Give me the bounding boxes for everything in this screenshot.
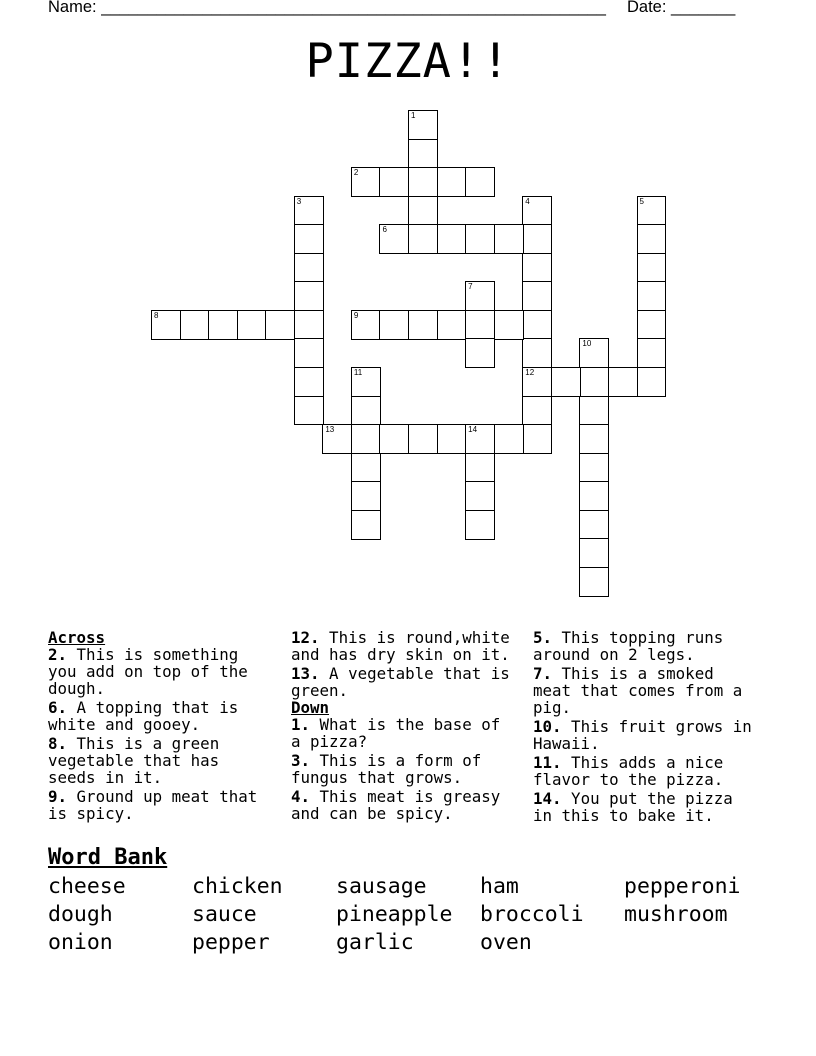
crossword-cell[interactable] — [322, 424, 352, 454]
clue-down-3 — [291, 752, 519, 786]
crossword-cell[interactable] — [579, 424, 609, 454]
cell-number: 10 — [582, 339, 592, 349]
crossword-cell[interactable] — [579, 567, 609, 597]
crossword-cell[interactable] — [294, 367, 324, 397]
crossword-cell[interactable] — [465, 338, 495, 368]
clues-column-1 — [48, 629, 276, 824]
cell-number: 12 — [525, 368, 535, 378]
clue-text: This topping runs around on 2 legs. — [533, 628, 724, 664]
clue-number: 12. — [291, 628, 320, 647]
crossword-cell[interactable] — [494, 224, 524, 254]
clue-text: This fruit grows in Hawaii. — [533, 717, 752, 753]
clue-number: 7. — [533, 664, 553, 683]
cell-number: 3 — [296, 196, 302, 206]
crossword-cell[interactable] — [637, 338, 667, 368]
crossword-cell[interactable] — [408, 110, 438, 140]
crossword-cell[interactable] — [294, 310, 324, 340]
clue-across-8 — [48, 735, 276, 786]
crossword-cell[interactable] — [637, 196, 667, 226]
crossword-cell[interactable] — [151, 310, 181, 340]
crossword-cell[interactable] — [408, 196, 438, 226]
cell-number: 6 — [382, 225, 387, 235]
clue-text: You put the pizza in this to bake it. — [533, 789, 733, 825]
crossword-cell[interactable] — [579, 538, 609, 568]
crossword-cell[interactable] — [180, 310, 210, 340]
across-heading: Across — [48, 628, 106, 647]
crossword-cell[interactable] — [437, 310, 467, 340]
crossword-cell[interactable] — [494, 424, 524, 454]
crossword-cell[interactable] — [637, 253, 667, 283]
cell-number: 2 — [353, 168, 359, 178]
clue-number: 3. — [291, 751, 311, 770]
crossword-cell[interactable] — [637, 224, 667, 254]
crossword-cell[interactable] — [294, 281, 324, 311]
clue-number: 2. — [48, 645, 68, 664]
clue-across-6 — [48, 699, 276, 733]
crossword-cell[interactable] — [637, 367, 667, 397]
clue-down-1 — [291, 716, 519, 750]
crossword-cell[interactable] — [522, 196, 552, 226]
crossword-cell[interactable] — [408, 310, 438, 340]
crossword-cell[interactable] — [579, 367, 609, 397]
word-bank-column — [480, 873, 584, 957]
crossword-cell[interactable] — [465, 510, 495, 540]
crossword-cell[interactable] — [294, 224, 324, 254]
crossword-cell[interactable] — [408, 224, 438, 254]
crossword-cell[interactable] — [237, 310, 267, 340]
crossword-cell[interactable] — [579, 453, 609, 483]
crossword-cell[interactable] — [351, 396, 381, 426]
word-bank-column — [624, 873, 741, 929]
crossword-cell[interactable] — [579, 510, 609, 540]
down-heading: Down — [291, 698, 330, 717]
clue-across-2 — [48, 646, 276, 697]
word-bank-word: sausage — [336, 874, 427, 899]
cell-number: 4 — [525, 196, 530, 206]
crossword-cell[interactable] — [351, 424, 381, 454]
word-bank-word: oven — [480, 930, 532, 955]
crossword-cell[interactable] — [522, 224, 552, 254]
clue-text: This is round,white and has dry skin on it. — [291, 628, 510, 664]
clue-number: 6. — [48, 698, 68, 717]
clue-text: This is a smoked meat that comes from a pig. — [533, 664, 743, 717]
crossword-cell[interactable] — [379, 424, 409, 454]
name-line[interactable]: _______________________________________________________ — [101, 0, 606, 16]
crossword-cell[interactable] — [437, 167, 467, 197]
crossword-cell[interactable] — [522, 424, 552, 454]
crossword-cell[interactable] — [522, 310, 552, 340]
cell-number: 11 — [353, 368, 363, 378]
crossword-cell[interactable] — [408, 139, 438, 169]
word-bank-column — [192, 873, 283, 957]
clue-text: What is the base of a pizza? — [291, 715, 501, 751]
cell-number: 13 — [325, 425, 335, 435]
clue-number: 14. — [533, 789, 562, 808]
crossword-cell[interactable] — [579, 481, 609, 511]
crossword-cell[interactable] — [522, 367, 552, 397]
clue-across-13 — [291, 665, 519, 699]
word-bank-column — [336, 873, 453, 957]
crossword-cell[interactable] — [351, 453, 381, 483]
word-bank-word: pineapple — [336, 902, 453, 927]
crossword-cell[interactable] — [351, 510, 381, 540]
clue-number: 9. — [48, 787, 68, 806]
clue-down-4 — [291, 788, 519, 822]
crossword-cell[interactable] — [465, 167, 495, 197]
crossword-cell[interactable] — [351, 167, 381, 197]
date-label: Date: — [627, 0, 672, 16]
clue-number: 11. — [533, 753, 562, 772]
crossword-cell[interactable] — [637, 310, 667, 340]
crossword-cell[interactable] — [351, 310, 381, 340]
clue-number: 10. — [533, 717, 562, 736]
word-bank-word: pepper — [192, 930, 270, 955]
clue-number: 5. — [533, 628, 553, 647]
clue-down-10 — [533, 718, 761, 752]
crossword-cell[interactable] — [637, 281, 667, 311]
crossword-cell[interactable] — [379, 224, 409, 254]
clue-text: A vegetable that is green. — [291, 664, 510, 700]
crossword-cell[interactable] — [437, 224, 467, 254]
word-bank-word: garlic — [336, 930, 414, 955]
clue-number: 13. — [291, 664, 320, 683]
crossword-cell[interactable] — [522, 338, 552, 368]
clue-across-12 — [291, 629, 519, 663]
word-bank-column — [48, 873, 126, 957]
crossword-cell[interactable] — [579, 338, 609, 368]
crossword-cell[interactable] — [522, 253, 552, 283]
crossword-cell[interactable] — [351, 481, 381, 511]
cell-number: 1 — [411, 111, 416, 120]
word-bank-word: mushroom — [624, 902, 728, 927]
cell-number: 14 — [468, 425, 478, 435]
clue-text: This is a form of fungus that grows. — [291, 751, 482, 787]
crossword-cell[interactable] — [294, 396, 324, 426]
clues-column-2 — [291, 629, 519, 824]
clue-text: A topping that is white and gooey. — [48, 698, 239, 734]
crossword-cell[interactable] — [465, 281, 495, 311]
clue-down-7 — [533, 665, 761, 716]
cell-number: 8 — [154, 310, 159, 320]
crossword-cell[interactable] — [208, 310, 238, 340]
clue-text: This meat is greasy and can be spicy. — [291, 787, 501, 823]
crossword-cell[interactable] — [351, 367, 381, 397]
crossword-cell[interactable] — [294, 338, 324, 368]
crossword-cell[interactable] — [465, 310, 495, 340]
crossword-cell[interactable] — [408, 424, 438, 454]
word-bank-word: cheese — [48, 874, 126, 899]
crossword-cell[interactable] — [522, 396, 552, 426]
crossword-cell[interactable] — [465, 453, 495, 483]
clues-column-3 — [533, 629, 761, 826]
clue-number: 1. — [291, 715, 311, 734]
crossword-cell[interactable] — [408, 167, 438, 197]
date-line[interactable]: _______ — [671, 0, 736, 16]
clue-down-11 — [533, 754, 761, 788]
clue-text: This adds a nice flavor to the pizza. — [533, 753, 724, 789]
name-label: Name: — [48, 0, 102, 16]
word-bank-word: ham — [480, 874, 519, 899]
word-bank-word: broccoli — [480, 902, 584, 927]
clue-number: 8. — [48, 734, 68, 753]
clue-text: This is something you add on top of the dough. — [48, 645, 248, 698]
word-bank-word: dough — [48, 902, 113, 927]
crossword-cell[interactable] — [437, 424, 467, 454]
crossword-cell[interactable] — [294, 253, 324, 283]
crossword-cell[interactable] — [265, 310, 295, 340]
word-bank-word: chicken — [192, 874, 283, 899]
crossword-cell[interactable] — [579, 396, 609, 426]
crossword-cell[interactable] — [379, 310, 409, 340]
word-bank-word: sauce — [192, 902, 257, 927]
crossword-cell[interactable] — [379, 167, 409, 197]
clue-text: This is a green vegetable that has seeds in it. — [48, 734, 220, 787]
crossword-cell[interactable] — [465, 424, 495, 454]
crossword-cell[interactable] — [608, 367, 638, 397]
crossword-cell[interactable] — [465, 224, 495, 254]
cell-number: 5 — [639, 196, 644, 206]
page-title: PIZZA!! — [305, 34, 511, 89]
clue-text: Ground up meat that is spicy. — [48, 787, 258, 823]
clue-down-5 — [533, 629, 761, 663]
crossword-cell[interactable] — [551, 367, 581, 397]
crossword-cell[interactable] — [522, 281, 552, 311]
crossword-cell[interactable] — [465, 481, 495, 511]
crossword-cell[interactable] — [294, 196, 324, 226]
word-bank-word: pepperoni — [624, 874, 741, 899]
clue-across-9 — [48, 788, 276, 822]
clue-down-14 — [533, 790, 761, 824]
crossword-cell[interactable] — [494, 310, 524, 340]
cell-number: 7 — [468, 282, 473, 292]
word-bank-word: onion — [48, 930, 113, 955]
cell-number: 9 — [353, 310, 359, 320]
word-bank-title: Word Bank — [48, 845, 168, 870]
clue-number: 4. — [291, 787, 311, 806]
